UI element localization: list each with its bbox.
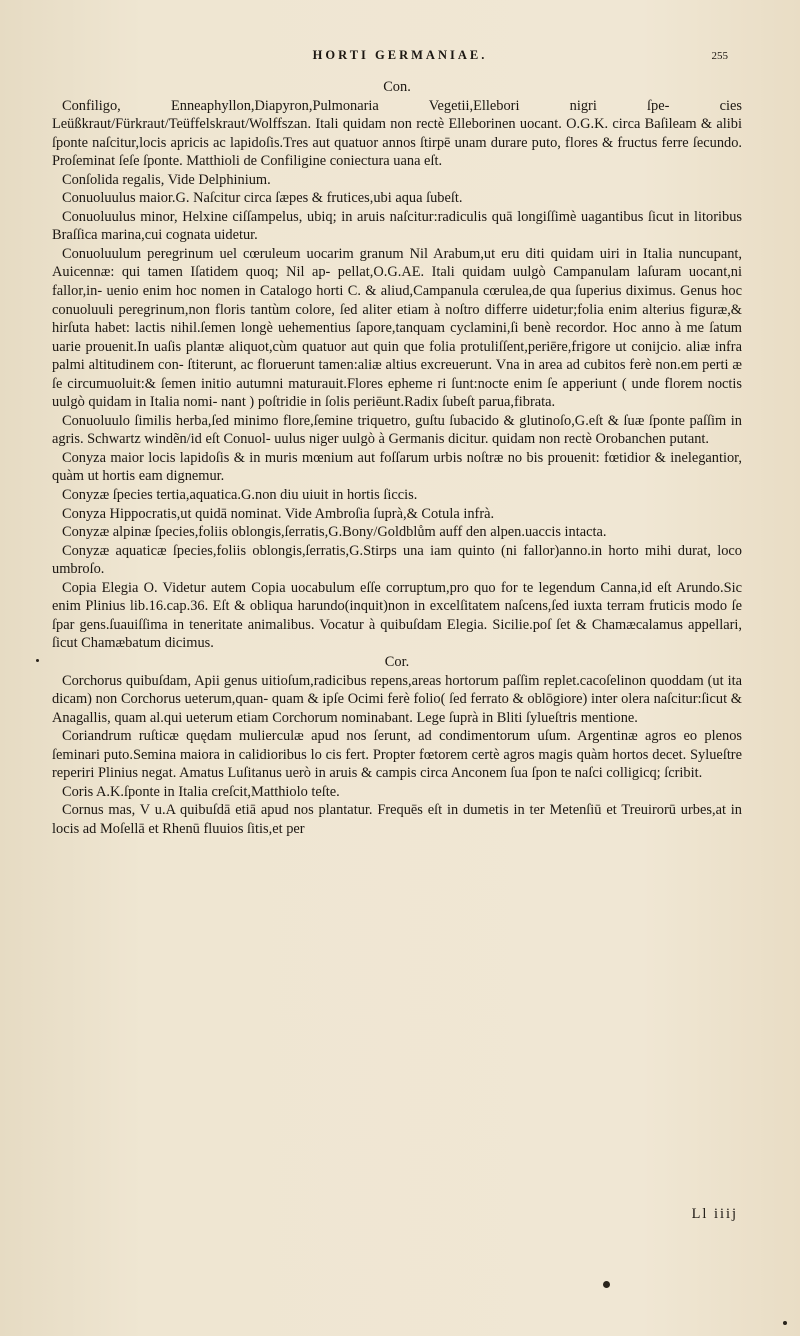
herbal-entry: Conyzæ aquaticæ ſpecies,foliis oblongis,ſerratis,G.Stirps una iam quinto (ni fallor)anno.in horto mihi durat, loco umbroſo. xyxy=(52,542,742,578)
section-heading: Cor. xyxy=(384,653,410,670)
herbal-entry: Conyza maior locis lapidoſis & in muris mœnium aut foſſarum urbis noſtræ no bis prouenit: fœtidior & inelegantior, quàm ut hortis eam dignemur. xyxy=(52,449,742,485)
herbal-entry: Conuoluulus maior.G. Naſcitur circa ſæpes & frutices,ubi aqua ſubeſt. xyxy=(62,190,463,207)
section-heading: Con. xyxy=(383,79,411,95)
ink-spot xyxy=(783,1321,787,1325)
herbal-entry: Copia Elegia O. Videtur autem Copia uocabulum eſſe corruptum,pro quo for te legendum Canna,id eſt Arundo.Sic enim Plinius lib.16.cap.36. Eſt & obliqua harundo(inquit)non in excelſitatem naſcens,ſed iuxta terram fruticis modo ſe ſpar gens.ſuauiſſima in teneritate animalibus. Vocatur à quibuſdam Elegia. Sicilie.poſ ſet & Chamæcalamus appellari, ſicut Chamæbatum dicimus. xyxy=(52,579,742,652)
herbal-entry: Conſolida regalis, Vide Delphinium. xyxy=(62,171,271,188)
herbal-entry: Corchorus quibuſdam, Apii genus uitioſum,radicibus repens,areas hortorum paſſim replet.cacoſelinon quoddam (ut ita dicam) non Corchorus ueterum,quan- quam & ipſe Ocimi ferè folio( ſed ferrato & oblōgiore) inter olera naſcitur:ſicut & Anagallis, quam al.qui ueterum etiam Corchorum nominabant. Lege ſuprà in Bliti ſylueſtris mentione. xyxy=(52,672,742,726)
herbal-entry: Conyza Hippocratis,ut quidā nominat. Vide Ambroſia ſuprà,& Cotula infrà. xyxy=(62,505,495,522)
herbal-entry: Coris A.K.ſponte in Italia creſcit,Matthiolo teſte. xyxy=(62,783,340,800)
herbal-entry: Cornus mas, V u.A quibuſdā etiā apud nos plantatur. Frequēs eſt in dumetis in ter Metenſiū et Treuirorū urbes,at in locis ad Moſellā et Rhenū fluuios ſitis,et per xyxy=(52,802,742,837)
ink-spot xyxy=(36,659,39,662)
main-text xyxy=(52,78,742,838)
herbal-entry: Conuoluulo ſimilis herba,ſed minimo flore,ſemine triquetro, guſtu ſubacido & glutinoſo,G.eſt & ſuæ ſponte paſſim in agris. Schwartz windẽn/id eſt Conuol- uulus niger uulgò à Germanis dicitur. quidam non rectè Orobanchen putant. xyxy=(52,412,742,448)
ink-spot xyxy=(603,1281,610,1288)
herbal-entry: Coriandrum ruſticæ quędam mulierculæ apud nos ſerunt, ad condimentorum uſum. Argentinæ agros eo plenos ſeminari puto.Semina maiora in calidioribus lo cis fert. Propter fœtorem certè agros magis quàm hortos decet. Sylueſtre reperiri Plinius negat. Amatus Luſitanus uerò in aruis & campis circa Anconem ſua ſpon te naſci colligicq; ſcribit. xyxy=(52,728,742,782)
herbal-entry: Conuoluulus minor, Helxine ciſſampelus, ubiq; in aruis naſcitur:radiculis quā longiſſimè uagantibus ſicut in litoribus Braſſica marina,cui cognata uidetur. xyxy=(52,208,742,244)
herbal-entry: Conyzæ alpinæ ſpecies,foliis oblongis,ſerratis,G.Bony/Goldblům auff den alpen.uaccis intacta. xyxy=(62,524,607,541)
herbal-entry: Confiligo, Enneaphyllon,Diapyron,Pulmonaria Vegetii,Ellebori nigri ſpe- cies Leüßkraut/Fürkraut/Teüffelskraut/Wolffszan. Itali quidam non rectè Elleborinen uocant. O.G.K. circa Baſileam & alibi ſponte naſcitur,locis apricis ac lapidoſis.Tres aut quatuor annos ſtirpē unam durare puto, flores & fructus ferre ſecundo. Proſeminat ſeſe ſponte. Matthioli de Confiligine coniectura uana eſt. xyxy=(52,97,742,170)
herbal-entry: Conuoluulum peregrinum uel cœruleum uocarim granum Nil Arabum,ut eru diti quidam uiri in Italia nuncupant, Auicennæ: qui tamen Iſatidem quoq; Nil ap- pellat,O.G.AE. Itali quidam uulgò Campanulam laſuram uocant,ni fallor,in- uenio enim hoc nomen in Catalogo horti C. & aliud,Campanula cœrulea,de qua ſuperius diximus. Genus hoc conuoluuli peregrinum,non floris tantùm colore, ſed aliter etiam à noſtro differre uidetur;folia enim alterius figuræ,& hirſuta habet: lactis nihil.ſemen longè uehementius ſapore,tanquam cyclamini,ſi benè recordor. Hoc anno à me ſatum uarie prouenit.In uaſis plantæ aliquot,cùm quatuor aut quin que folia protuliſſent,periēre,frigore ut conijcio. aliæ infra palmi altitudinem con- ſtiterunt, ac floruerunt tamen:aliæ altius excreuerunt. Vna in area ad cubitos ferè non.em perti æ ſe circumuoluit:& ſemen initio autumni maturauit.Flores epheme ri ſunt:nocte enim ſe apperiunt ( unde florem noctis uulgò quidam in Italia nomi- nant ) poſtridie in ſolis periēunt.Radix ſubeſt parua,fibrata. xyxy=(52,245,742,411)
page-number: 255 xyxy=(711,50,728,62)
page-header xyxy=(0,48,800,78)
signature-mark: Ll iiij xyxy=(691,1206,738,1222)
running-head: HORTI GERMANIAE. xyxy=(312,48,488,62)
herbal-entry: Conyzæ ſpecies tertia,aquatica.G.non diu uiuit in hortis ſiccis. xyxy=(62,487,418,504)
